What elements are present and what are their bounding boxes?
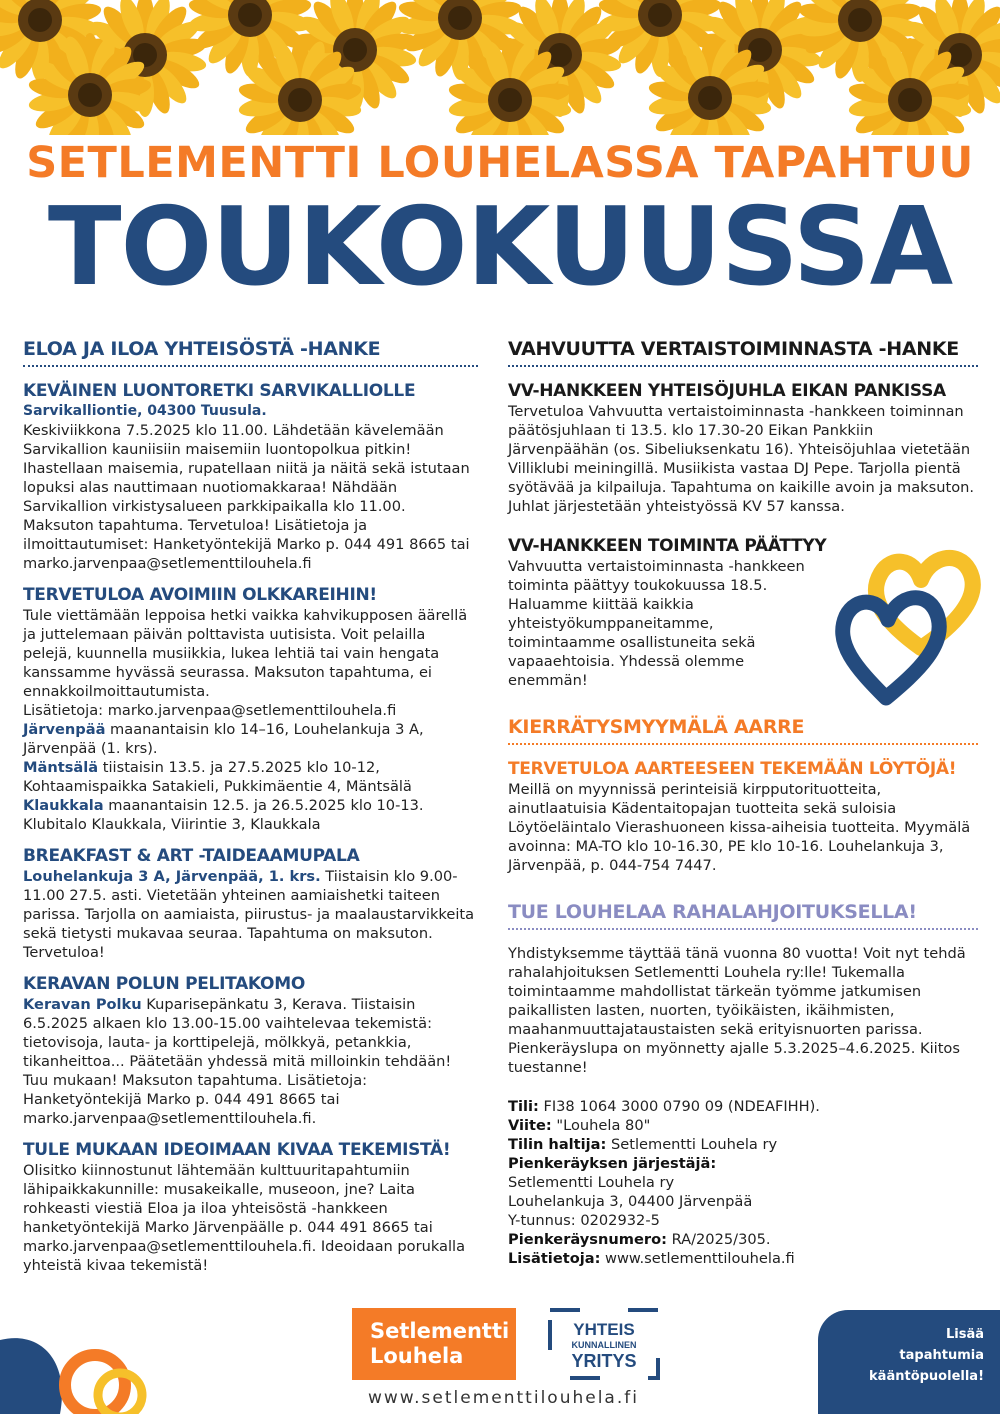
event-breakfast-art [23, 846, 478, 962]
section-title-lahjoitus: TUE LOUHELAA RAHALAHJOITUKSELLA! [508, 901, 978, 930]
event-title: TERVETULOA AARTEESEEN TEKEMÄÄN LÖYTÖJÄ! [508, 759, 957, 779]
event-body: Keskiviikkona 7.5.2025 klo 11.00. Lähdetään kävelemään Sarvikallion kauniisiin maisemiin luontopolkua pitkin! Ihastellaan maisemia, rupatellaan niitä ja näitä sekä istutaan lopuksi alas nauttimaan nuotiomakkaraa! Nähdään Sarvikallion virkistysalueen parkkipaikalla klo 11.00. Maksuton tapahtuma. Tervetuloa! Lisätietoja ja ilmoittautumiset: Hanketyöntekijä Marko p. 044 491 8665 tai marko.jarvenpaa@setlementtilouhela.fi [23, 422, 470, 572]
event-location: Sarvikalliontie, 04300 Tuusula. [23, 403, 267, 419]
section-title-eloa: ELOA JA ILOA YHTEISÖSTÄ -HANKE [23, 338, 478, 367]
bank-reference: Viite: "Louhela 80" [508, 1117, 651, 1134]
svg-text:YHTEIS: YHTEIS [573, 1320, 635, 1339]
more-events-box: Lisää tapahtumia kääntöpuolella! [818, 1310, 1000, 1414]
event-aarre [508, 759, 978, 875]
website-url[interactable]: www.setlementtilouhela.fi [368, 1388, 639, 1408]
section-title-vahvuutta: VAHVUUTTA VERTAISTOIMINNASTA -HANKE [508, 338, 978, 367]
event-pelitakomo [23, 974, 478, 1128]
event-olkkarit [23, 585, 478, 834]
collector-label: Pienkeräyksen järjestäjä: [508, 1155, 717, 1172]
location-mantsala [23, 758, 478, 796]
header-title: TOUKOKUUSSA [47, 185, 953, 310]
donation-block [508, 944, 978, 1077]
event-body: Tule viettämään leppoisa hetki vaikka kahvikupposen äärellä ja juttelemaan päivän polttavista uutisista. Voit pelailla pelejä, kuunnella musiikkia, lukea lehtiä tai vain hengata kanssamme hyvässä seurassa. Maksuton tapahtuma, ei ennakkoilmoittautumista. [23, 607, 468, 700]
bank-account: Tili: FI38 1064 3000 0790 09 (NDEAFIHH). [508, 1098, 820, 1115]
event-title: TULE MUKAAN IDEOIMAAN KIVAA TEKEMISTÄ! [23, 1140, 451, 1160]
event-body: Vahvuutta vertaistoiminnasta -hankkeen toiminta päättyy toukokuussa 18.5. Haluamme kiittää kaikkia yhteistyökumppaneitamme, toimintaamme osallistuneita sekä vapaaehtoisia. Yhdessä olemme enemmän! [508, 558, 805, 689]
event-title: VV-HANKKEEN TOIMINTA PÄÄTTYY [508, 536, 827, 556]
event-title: KERAVAN POLUN PELITAKOMO [23, 974, 305, 994]
event-title: BREAKFAST & ART -TAIDEAAMUPALA [23, 846, 360, 866]
event-info: Lisätietoja: marko.jarvenpaa@setlementtilouhela.fi [23, 702, 397, 719]
event-body: Olisitko kiinnostunut lähtemään kulttuuritapahtumiin lähipaikkakunnille: musakeikalle, museoon, jne? Laita rohkeasti viestiä Eloa ja iloa yhteisöstä -hankkeen hanketyöntekijä Marko Järvenpäälle p. 044 491 8665 tai marko.jarvenpaa@setlementtilouhela.fi. Ideoidaan porukalla yhteistä kivaa tekemistä! [23, 1162, 466, 1274]
event-lead: Louhelankuja 3 A, Järvenpää, 1. krs. [23, 868, 321, 885]
location-name: Järvenpää [23, 721, 106, 738]
collection-number: Pienkeräysnumero: RA/2025/305. [508, 1231, 771, 1248]
location-jarvenpaa [23, 720, 478, 758]
event-toiminta-paattyy [508, 536, 978, 690]
event-lead: Keravan Polku [23, 996, 142, 1013]
location-text: tiistaisin 13.5. ja 27.5.2025 klo 10-12, Kohtaamispaikka Satakieli, Pukkimäentie 4, Mäntsälä [23, 759, 412, 795]
hearts-icon [826, 528, 986, 708]
sunflowers-image [0, 0, 1000, 135]
collector-name: Setlementti Louhela ry [508, 1174, 675, 1191]
header-subtitle: SETLEMENTTI LOUHELASSA TAPAHTUU [26, 138, 974, 188]
event-text: Tiistaisin klo 9.00-11.00 27.5. asti. Vietetään yhteinen aamiaishetki taiteen parissa. Tarjolla on aamiaista, piirustus- ja maalaustarvikkeita sekä tietysti mukavaa seuraa. Tapahtuma on maksuton. Tervetuloa! [23, 868, 475, 961]
location-name: Klaukkala [23, 797, 104, 814]
more-info: Lisätietoja: www.setlementtilouhela.fi [508, 1250, 795, 1267]
event-ideoimaan [23, 1140, 478, 1275]
section-title-aarre: KIERRÄTYSMYYMÄLÄ AARRE [508, 716, 978, 745]
event-title: TERVETULOA AVOIMIIN OLKKAREIHIN! [23, 585, 377, 605]
svg-text:KUNNALLINEN: KUNNALLINEN [571, 1340, 637, 1350]
right-column [508, 338, 978, 1268]
event-title: VV-HANKKEEN YHTEISÖJUHLA EIKAN PANKISSA [508, 381, 946, 401]
donation-body: Yhdistyksemme täyttää tänä vuonna 80 vuotta! Voit nyt tehdä rahalahjoituksen Setlementti Louhela ry:lle! Tukemalla toimintaamme mahdollistat tärkeän työmme jatkumisen paikallisten lasten, nuorten, työikäisten, ikäihmisten, maahanmuuttajataustaisten sekä erityisnuorten parissa. Pienkeräyslupa on myönnetty ajalle 5.3.2025–4.6.2025. Kiitos tuestanne! [508, 945, 966, 1076]
location-name: Mäntsälä [23, 759, 99, 776]
event-title: KEVÄINEN LUONTORETKI SARVIKALLIOLLE [23, 381, 416, 401]
location-klaukkala [23, 796, 478, 834]
bank-details [508, 1097, 978, 1268]
left-column [23, 338, 478, 1287]
setlementti-louhela-logo: Setlementti Louhela [352, 1308, 516, 1380]
event-text: Kuparisepänkatu 3, Kerava. Tiistaisin 6.5.2025 alkaen klo 13.00-15.00 vaihtelevaa tekemistä: tietovisoja, lauta- ja korttipelejä, mölkkyä, petankkia, tikanheittoa... Päätetään yhdessä mitä milloinkin tehdään! Tuu mukaan! Maksuton tapahtuma. Lisätietoja: Hanketyöntekijä Marko p. 044 491 8665 tai marko.jarvenpaa@setlementtilouhela.fi. [23, 996, 452, 1127]
event-body: Tervetuloa Vahvuutta vertaistoiminnasta -hankkeen toiminnan päätösjuhlaan ti 13.5. klo 17.30-20 Eikan Pankkiin Järvenpäähän (os. Sibeliuksenkatu 16). Yhteisöjuhlaa vietetään Villiklubi meiningillä. Musiikista vastaa DJ Pepe. Tarjolla pientä syötävää ja kilpailuja. Tapahtuma on kaikille avoin ja maksuton. Juhlat järjestetään yhteistyössä KV 57 kanssa. [508, 403, 975, 515]
bank-holder: Tilin haltija: Setlementti Louhela ry [508, 1136, 778, 1153]
event-luontoretki [23, 381, 478, 573]
event-body: Meillä on myynnissä perinteisiä kirpputorituotteita, ainutlaatuisia Kädentaitopajan tuotteita sekä suloisia Löytöeläintalo Vierashuoneen kissa-aiheisia tuotteita. Myymälä avoinna: MA-TO klo 10-16.30, PE klo 10-16. Louhelankuja 3, Järvenpää, p. 044-754 7447. [508, 781, 971, 874]
location-text: maanantaisin klo 14–16, Louhelankuja 3 A, Järvenpää (1. krs). [23, 721, 424, 757]
event-body [23, 995, 478, 1128]
sunflower-banner [0, 0, 1000, 135]
location-text: maanantaisin 12.5. ja 26.5.2025 klo 10-13. Klubitalo Klaukkala, Viirintie 3, Klaukkala [23, 797, 424, 833]
collector-address: Louhelankuja 3, 04400 Järvenpää [508, 1193, 753, 1210]
yhteiskunnallinen-yritys-logo [548, 1308, 660, 1380]
decorative-swirl [0, 1300, 150, 1414]
event-yhteisojuhla [508, 381, 978, 516]
svg-text:YRITYS: YRITYS [571, 1351, 637, 1371]
event-body [23, 867, 478, 962]
business-id: Y-tunnus: 0202932-5 [508, 1212, 660, 1229]
